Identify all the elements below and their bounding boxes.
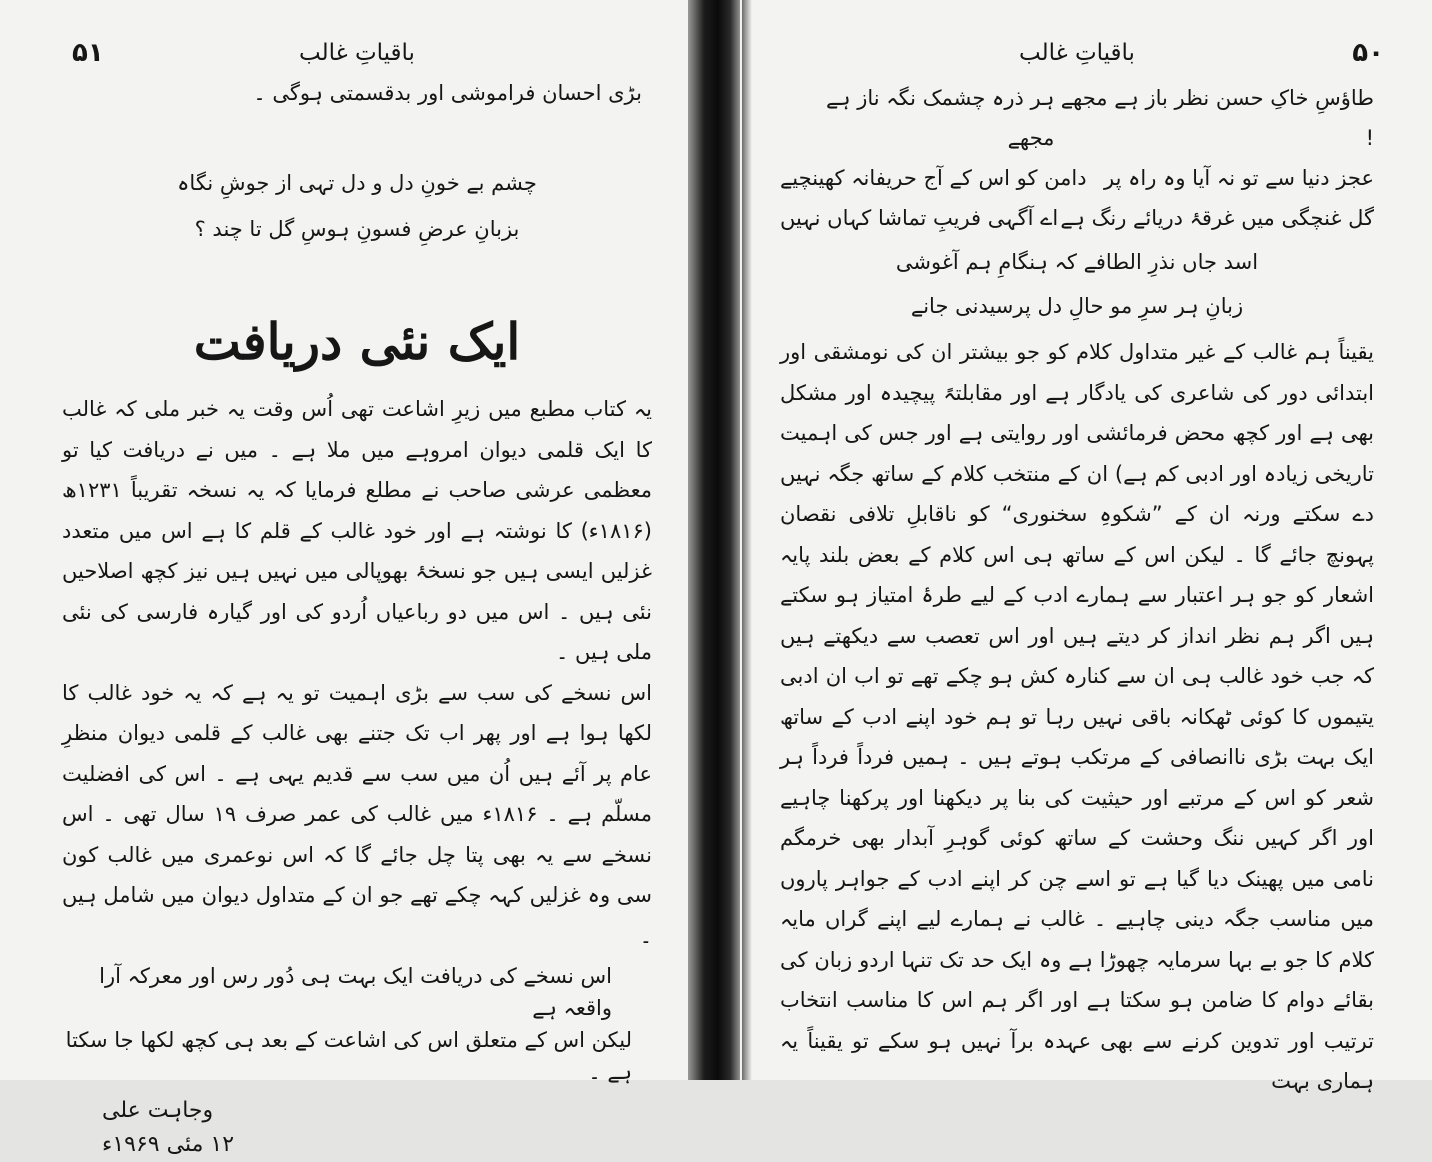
signature-date: ۱۲ مئی ۱۹۶۹ء — [102, 1132, 235, 1157]
verse-row — [780, 198, 1374, 238]
right-page-number: ۵۰ — [1352, 38, 1384, 68]
center-verse-1: اسد جاں نذرِ الطافے کہ ہنگامِ ہم آغوشی — [895, 250, 1259, 274]
verse-grid — [780, 78, 1374, 238]
couplet-line-2: بزبانِ عرضِ فسونِ ہوسِ گل تا چند ؟ — [194, 217, 520, 241]
right-paragraph: یقیناً ہم غالب کے غیر متداول کلام کو جو بیشتر ان کی نومشقی اور ابتدائی دور کی شاعری کی یادگار ہے اور مقابلتہً پیچیدہ اور مشکل بھی ہے اور کچھ محض فرمائشی اور روایتی ہے اور جس کی اہمیت تاریخی زیادہ اور ادبی کم ہے) ان کے منتخب کلام کے ساتھ جگہ نہیں دے سکتے ورنہ ان کے ”شکوہِ سخنوری“ کو ناقابلِ تلافی نقصان پہونچ جائے گا ۔ لیکن اس کے ساتھ ہی اس کلام کے بعض بلند پایہ اشعار کو جو ہر اعتبار سے ہمارے ادب کے لیے طرۂ امتیاز ہو سکتے ہیں اگر ہم نظر انداز کر دیتے ہیں اور اس تعصب سے دیکھتے ہیں کہ جب خود غالب ہی ان سے کنارہ کش ہو چکے تھے تو اب ان ادبی یتیموں کا کوئی ٹھکانہ باقی نہیں رہا تو ہم خود اپنے ادب کے ساتھ ایک بہت بڑی ناانصافی کے مرتکب ہوتے ہیں ۔ ہمیں فرداً فرداً ہر شعر کو اس کے مرتبے اور حیثیت کی بنا پر دیکھنا اور پرکھنا چاہیے اور اگر کہیں ننگ وحشت کے ساتھ کوئی گوہرِ آبدار بھی خرمگم نامی میں پھینک دیا گیا ہے تو اسے چن کر اپنے ادب کے جواہر پاروں میں مناسب جگہ دینی چاہیے ۔ غالب نے ہمارے لیے اپنے گراں مایہ کلام کا جو بے بہا سرمایہ چھوڑا ہے وہ ایک حد تک تنہا اردو زبان کی بقائے دوام کا ضامن ہو سکتا ہے اور اگر ہم اس کا مناسب انتخاب ترتیب اور تدوین کرنے سے بھی عہدہ برآ نہیں ہو سکے تو یقیناً یہ ہماری بہت — [780, 340, 1374, 1093]
closing-line-1: اس نسخے کی دریافت ایک بہت ہی دُور رس اور معرکہ آرا واقعہ ہے — [99, 964, 612, 1020]
left-page — [0, 0, 690, 1157]
closing-line-2: لیکن اس کے متعلق اس کی اشاعت کے بعد ہی کچھ لکھا جا سکتا ہے ۔ — [65, 1028, 632, 1084]
verse-hemistich: گل غنچگی میں غرقۂ دریائے رنگ ہے — [1060, 206, 1374, 230]
section-heading: ایک نئی دریافت — [193, 312, 521, 371]
signature-name: وجاہت علی — [102, 1098, 214, 1123]
verse-hemistich: عجز دنیا سے تو نہ آیا وہ راہ پر — [1104, 166, 1374, 190]
right-page — [740, 0, 1432, 1093]
verse-row — [780, 78, 1374, 158]
left-page-number: ۵۱ — [72, 38, 104, 68]
verse-row — [780, 158, 1374, 198]
left-paragraph-2: اس نسخے کی سب سے بڑی اہمیت تو یہ ہے کہ یہ خود غالب کا لکھا ہوا ہے اور پھر اب تک جتنے بھی غالب کے قلمی دیوان منظرِ عام پر آئے ہیں اُن میں سب سے قدیم یہی ہے ۔ اس کی افضلیت مسلّم ہے ۔ ۱۸۱۶ء میں غالب کی عمر صرف ۱۹ سال تھی ۔ اس نسخے سے یہ بھی پتا چل جائے گا کہ اس نوعمری میں غالب کون سی وہ غزلیں کہہ چکے تھے جو ان کے متداول دیوان میں شامل ہیں ۔ — [62, 680, 652, 948]
left-top-line: بڑی احسان فراموشی اور بدقسمتی ہوگی ۔ — [253, 81, 642, 105]
signature-block — [62, 1094, 652, 1162]
book-gutter — [688, 0, 742, 1080]
left-page-header — [62, 38, 652, 78]
right-running-title: باقیاتِ غالب — [1019, 40, 1135, 66]
left-closing — [62, 960, 652, 1088]
left-running-title: باقیاتِ غالب — [299, 40, 415, 66]
couplet-line-1: چشم بے خونِ دل و دل تہی از جوشِ نگاہ — [177, 171, 537, 195]
right-page-header — [780, 38, 1384, 78]
center-verses — [780, 240, 1374, 328]
verse-hemistich: اے آگہی فریبِ تماشا کہاں نہیں — [780, 206, 1059, 230]
verse-hemistich: دامن کو اس کے آج حریفانہ کھینچیے — [780, 166, 1087, 190]
center-verse-2: زبانِ ہر سرِ مو حالِ دل پرسیدنی جانے — [910, 294, 1244, 318]
left-paragraph-1: یہ کتاب مطبع میں زیرِ اشاعت تھی اُس وقت یہ خبر ملی کہ غالب کا ایک قلمی دیوان امروہے میں ملا ہے ۔ میں نے دریافت کیا تو معظمی عرشی صاحب نے مطلع فرمایا کہ یہ نسخہ تقریباً ۱۲۳۱ھ (۱۸۱۶ء) کا نوشتہ ہے اور خود غالب کے قلم کا ہے اس میں متعدد غزلیں ایسی ہیں جو نسخۂ بھوپالی میں نہیں ہیں نیز کچھ اصلاحیں نئی ہیں ۔ اس میں دو رباعیاں اُردو کی اور گیارہ فارسی کی نئی ملی ہیں ۔ — [62, 397, 652, 664]
left-couplet — [62, 160, 652, 252]
verse-hemistich: طاؤسِ خاکِ حسن نظر باز ہے مجھے ! — [1060, 86, 1374, 150]
gutter-shadow — [742, 0, 752, 1080]
verse-hemistich: ہر ذرہ چشمک نگہ ناز ہے مجھے — [825, 86, 1055, 150]
